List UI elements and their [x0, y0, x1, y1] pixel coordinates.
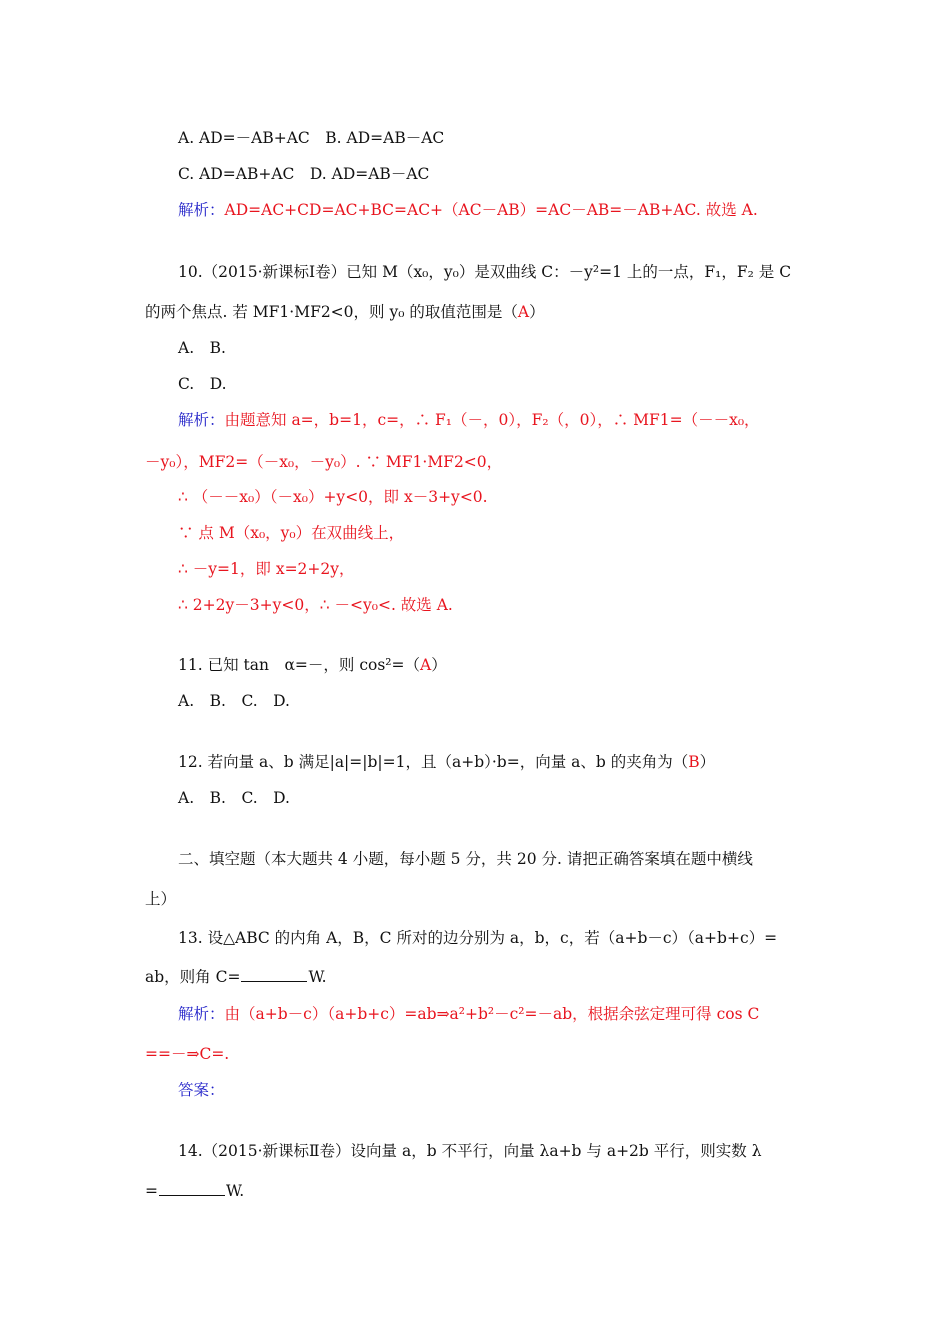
line-text: AD=AC+CD=AC+BC=AC+（AC－AB）=AC－AB=－AB+AC. 故选 A. [224, 201, 758, 219]
line-text: A. AD=－AB+AC B. AD=AB－AC [178, 129, 445, 147]
line-text: ∴ （－－x₀）（－x₀）+y<0，即 x－3+y<0. [178, 488, 488, 506]
text-line-q11-opts [178, 691, 290, 711]
answer-blank[interactable] [159, 1181, 225, 1196]
text-line-q13-sol2 [145, 1044, 229, 1064]
line-text: 10.（2015·新课标Ⅰ卷）已知 M（x₀，y₀）是双曲线 C：－y²=1 上的一点，F₁，F₂ 是 C [178, 263, 792, 281]
text-line-q10-l1 [178, 262, 791, 282]
solution-label: 解析： [178, 1005, 225, 1023]
text-line-q12-opts [178, 788, 290, 808]
text-line-q14-l2 [145, 1181, 244, 1201]
blank-suffix: W. [226, 1182, 245, 1200]
line-text: ∴ 2+2y－3+y<0，∴ －<y₀<. 故选 A. [178, 596, 453, 614]
line-text: A. B. C. D. [178, 692, 290, 710]
text-line-q9-sol [178, 200, 758, 220]
text-line-sec2-l2 [145, 889, 176, 909]
text-line-q9-cd [178, 164, 429, 184]
line-text: 的两个焦点. 若 MF1·MF2<0，则 y₀ 的取值范围是（ [145, 303, 518, 321]
solution-label: 解析： [178, 411, 225, 429]
answer-blank[interactable] [241, 967, 307, 982]
text-line-q10-sol4 [178, 523, 404, 543]
text-line-q13-ans [178, 1080, 225, 1100]
line-text: C. AD=AB+AC D. AD=AB－AC [178, 165, 430, 183]
text-line-q9-ab [178, 128, 444, 148]
blank-suffix: W. [308, 968, 327, 986]
solution-label: 解析： [178, 201, 225, 219]
text-line-q10-cd [178, 374, 227, 394]
closing-paren: ） [431, 656, 447, 674]
line-text: ab，则角 C= [145, 968, 241, 986]
line-text: = [145, 1182, 158, 1200]
text-line-q10-sol1 [178, 410, 760, 430]
closing-paren: ） [699, 753, 716, 771]
text-line-q10-sol5 [178, 559, 355, 579]
text-line-q10-ab [178, 338, 226, 358]
answer-choice: A [517, 303, 530, 321]
text-line-q14-l1 [178, 1141, 762, 1161]
line-text: 由（a+b－c）（a+b+c）=ab⇒a²+b²－c²=－ab，根据余弦定理可得 cos C [224, 1005, 760, 1023]
line-text: 11. 已知 tan α=－，则 cos²=（ [178, 656, 421, 674]
line-text: C. D. [178, 375, 227, 393]
text-line-q10-sol3 [178, 487, 488, 507]
line-text: －y₀），MF2=（－x₀，－y₀）. ∵ MF1·MF2<0， [145, 453, 503, 471]
line-text: 14.（2015·新课标Ⅱ卷）设向量 a，b 不平行，向量 λa+b 与 a+2b 平行，则实数 λ [178, 1142, 762, 1160]
line-text: A. B. C. D. [178, 789, 290, 807]
text-line-q11-l1 [178, 655, 447, 675]
text-line-q13-sol1 [178, 1004, 759, 1024]
text-line-q12-l1 [178, 752, 715, 772]
line-text: 上） [145, 890, 177, 908]
text-line-q10-sol6 [178, 595, 453, 615]
line-text: 13. 设△ABC 的内角 A，B，C 所对的边分别为 a，b，c，若（a+b－c）（a+b+c）= [178, 929, 778, 947]
solution-label: 答案： [178, 1081, 225, 1099]
text-line-q10-l2 [145, 302, 545, 322]
line-text: ∴ －y=1，即 x=2+2y， [178, 560, 355, 578]
text-line-q13-l1 [178, 928, 777, 948]
line-text: 12. 若向量 a、b 满足|a|=|b|=1，且（a+b）·b=，向量 a、b 的夹角为（ [178, 753, 689, 771]
answer-choice: B [688, 753, 700, 771]
text-line-q13-l2 [145, 967, 327, 987]
line-text: ∵ 点 M（x₀，y₀）在双曲线上， [178, 524, 405, 542]
line-text: A. B. [178, 339, 226, 357]
answer-choice: A [420, 656, 432, 674]
text-line-q10-sol2 [145, 452, 502, 472]
text-line-sec2-l1 [178, 849, 753, 869]
closing-paren: ） [529, 303, 545, 321]
line-text: 由题意知 a=，b=1，c=，∴ F₁（－，0），F₂（，0），∴ MF1=（－－x₀， [224, 411, 760, 429]
line-text: 二、填空题（本大题共 4 小题，每小题 5 分，共 20 分. 请把正确答案填在题中横线 [178, 850, 753, 868]
line-text: ==－⇒C=. [145, 1045, 230, 1063]
